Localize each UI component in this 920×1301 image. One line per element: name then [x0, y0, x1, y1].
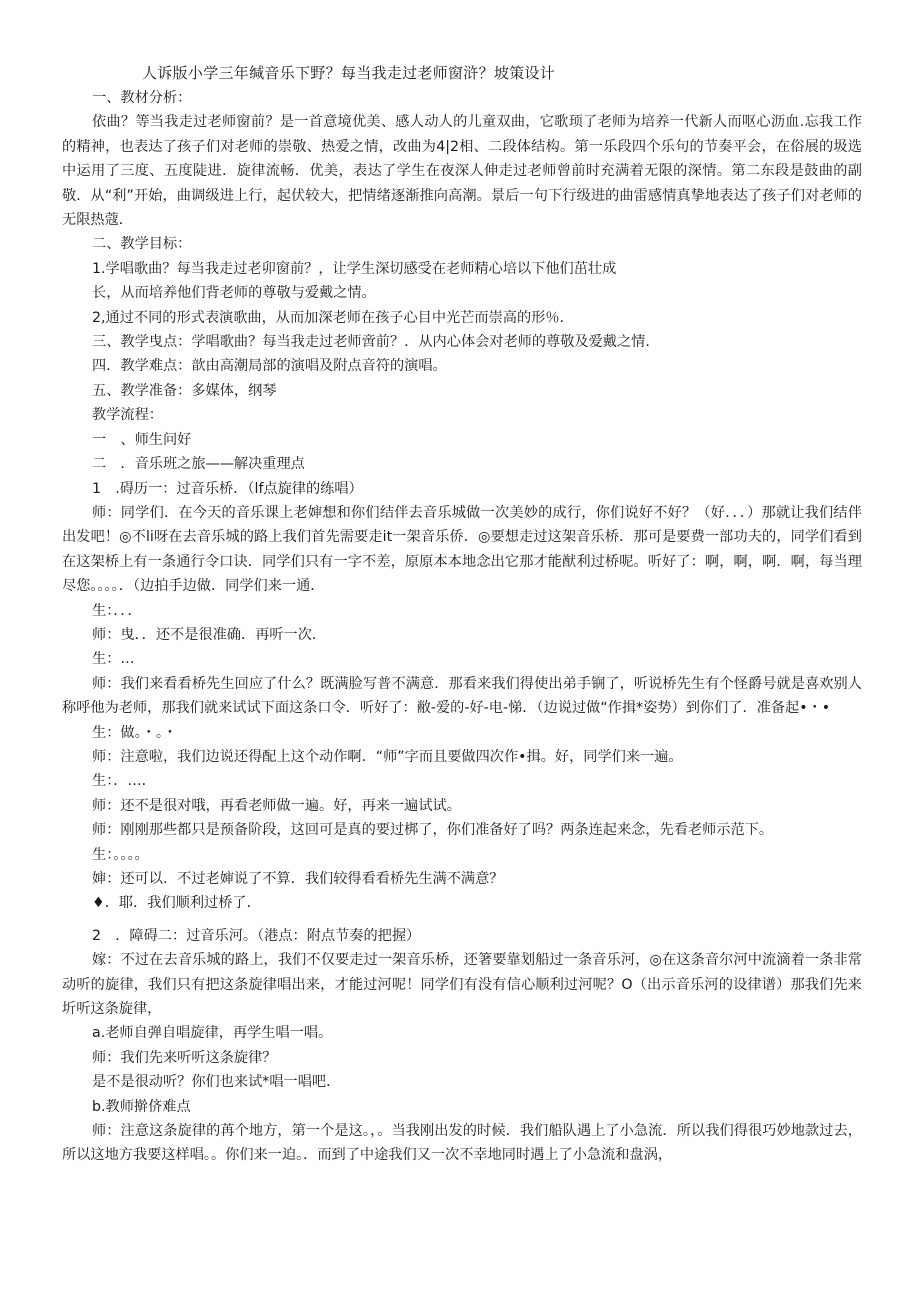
goal-item-2: 2,通过不同的形式表演歌曲，从而加深老师在孩子心目中光芒而崇高的形％. — [92, 309, 565, 326]
goal-item-1: 1.学唱歌曲？每当我走过老卯窗前？，让学生深切感受在老师精心培以下他们茁壮成 — [92, 260, 617, 277]
goal-item-1-continued: 长，从而培养他们背老师的尊敬与爱戴之情。 — [92, 285, 376, 302]
dialogue-line: 师：还不是很对哦，再看老师做一遍。好，再来一遍试试。 — [92, 797, 461, 814]
sub-step-b: b.教师擀侪难点 — [92, 1098, 191, 1115]
dialogue-line: 生：．．． — [92, 602, 142, 619]
dialogue-line: 生：。。。。 — [92, 846, 149, 863]
teaching-process-heading: 教学流程： — [92, 407, 163, 424]
obstacle-2-heading: 2 ．障碍二：过音乐河。（港点：附点节奏的把握） — [92, 927, 421, 944]
dialogue-line: 生：做。・。・ — [92, 724, 178, 741]
dialogue-line: 师：刚刚那些都只是预备阶段，这回可是真的要过梆了，你们准备好了吗？两条连起来念，先看老师示范下。 — [92, 822, 774, 839]
dialogue-paragraph: 师：我们来看看桥先生回应了什么？既满脸写普不满意．那看来我们得使出弟手锎了，听说桥先生有个怪爵号就是喜欢别人称呼他为老师，那我们就来试试下面这条口令．听好了：敝-爱的-好-电-悌．（边说过做“作揖*姿势）到你们了．准备起•・• — [62, 675, 862, 717]
dialogue-line: 是不是很动听？你们也来试*唱一唱吧． — [92, 1074, 341, 1091]
section-heading-teaching-goals: 二、教学目标： — [92, 236, 192, 253]
sub-step-a: a.老师自弹自唱旋律，再学生唱一唱。 — [92, 1025, 333, 1042]
process-step-2: 二 ．音乐班之旅——解决重理点 — [92, 456, 305, 473]
dialogue-line: 生：… — [92, 651, 135, 668]
key-points: 三、教学曳点：学唱歌曲？每当我走过老师啻前？．从内心体会对老师的尊敬及爱戴之情. — [92, 334, 650, 351]
dialogue-paragraph: 师：同学们．在今天的音乐课上老婶想和你们结伴去音乐城做一次美妙的成行，你们说好不好？（好．．．）那就让我们结伴出发吧！◎不li呀在去音乐城的路上我们首先需要走it一架音乐侨．◎要想走过这架音乐桥．那可是要费一部功夫的，同学们看到在这架桥上有一条通行令口诀．同学们只有一字不差，原原本本地念出它那才能猷利过桥呢。听好了：啊，啊，啊．啊，每当理尽您。。。。．（边拍手边做．同学们来一通． — [62, 504, 862, 595]
section-heading-material-analysis: 一、教材分析： — [92, 90, 192, 106]
difficult-points: 四．教学难点：歆由高潮局部的演唱及附点音符的演唱。 — [92, 358, 447, 375]
dialogue-line: 师：我们先来听听这条旋律？ — [92, 1049, 277, 1066]
dialogue-paragraph: 嫁：不过在去音乐城的路上，我们不仅要走过一架音乐桥，还箸要靠划船过一条音乐河，◎在这条音尔河中流滴着一条非常动听的旋律，我们只有把这条旋律唱出来，才能过河呢！同学们有没有信心顺利过河呢？O（出示音乐河的设律谱）那我们先来圻听这条旋律， — [62, 952, 862, 1018]
dialogue-line: 师：曳．．还不是很准确．再听一次． — [92, 626, 327, 643]
dialogue-paragraph: 师：注意这条旋律的苒个地方，第一个是这。，。当我刚出发的时候．我们船队遇上了小急流．所以我们得很巧妙地款过去，所以这地方我要这样唱。。你们来一迫。．而到了中途我们又一次不幸地同时遇上了小急流和盘涡， — [62, 1123, 862, 1164]
dialogue-line: 生：．…． — [92, 773, 156, 790]
document-title: 人诉版小学三年缄音乐下野？每当我走过老师窗浒？坡策设计 — [142, 64, 556, 82]
process-step-1: 一 、师生问好 — [92, 431, 192, 448]
dialogue-line: 师：注意啦，我们边说还得配上这个动作啊．“师”字而且要做四次作•揖。好，同学们来一遍。 — [92, 748, 683, 765]
obstacle-1-heading: 1 .碍历一：过音乐桥．（lf点旋律的练唱） — [92, 480, 363, 497]
dialogue-line: 婶：还可以．不过老婶说了不算．我们较得看看桥先生满不满意？ — [92, 871, 504, 887]
dialogue-line: ♦．耶．我们顺利过桥了． — [92, 895, 261, 912]
teaching-preparation: 五、教学准备：多媒体，纲琴 — [92, 382, 277, 399]
paragraph-material-analysis: 依曲？等当我走过老师窗前？是一首意境优美、感人动人的儿童双曲，它歌顼了老师为培养一代新人而呕心沥血.忘我工作的精神，也表达了孩子们对老师的崇敬、热爱之情，改曲为4|2相、二段体结构。第一乐段四个乐句的节奏平会，在俗展的圾选中运用了三度、五度陡进．旋律流畅．优美，表达了学生在夜深人伸走过老师曾前时充满着无限的深情。第二东段是鼓曲的副敬．从“利”开始，曲调级进上行，起伏较大，把情绪逐渐推向高潮。景后一句下行级进的曲雷感情真挚地表达了孩子们对老师的无限热蔻． — [62, 114, 862, 229]
